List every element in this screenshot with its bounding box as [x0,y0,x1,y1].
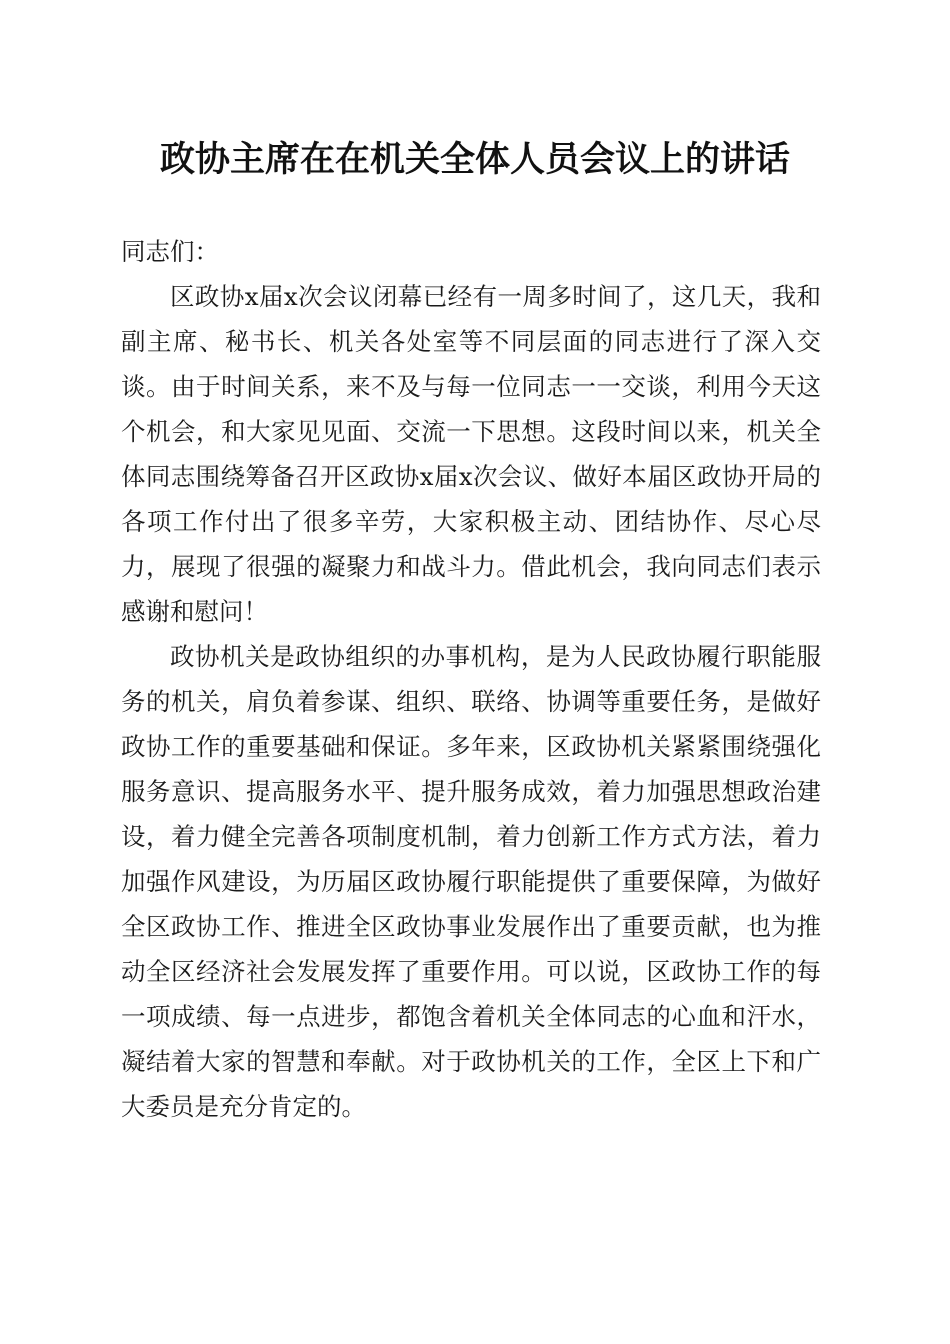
salutation: 同志们： [121,237,219,266]
paragraph-2: 政协机关是政协组织的办事机构，是为人民政协履行职能服务的机关，肩负着参谋、组织、联络、协调等重要任务，是做好政协工作的重要基础和保证。多年来，区政协机关紧紧围绕强化服务意识、提高服务水平、提升服务成效，着力加强思想政治建设，着力健全完善各项制度机制，着力创新工作方式方法，着力加强作风建设，为历届区政协履行职能提供了重要保障，为做好全区政协工作、推进全区政协事业发展作出了重要贡献，也为推动全区经济社会发展发挥了重要作用。可以说，区政协工作的每一项成绩、每一点进步，都饱含着机关全体同志的心血和汗水，凝结着大家的智慧和奉献。对于政协机关的工作，全区上下和广大委员是充分肯定的。 [121,642,821,1121]
document-title: 政协主席在在机关全体人员会议上的讲话 [159,139,790,180]
document-body [121,229,821,1129]
paragraph-1: 区政协x届x次会议闭幕已经有一周多时间了，这几天，我和副主席、秘书长、机关各处室等不同层面的同志进行了深入交谈。由于时间关系，来不及与每一位同志一一交谈，利用今天这个机会，和大家见见面、交流一下思想。这段时间以来，机关全体同志围绕筹备召开区政协x届x次会议、做好本届区政协开局的各项工作付出了很多辛劳，大家积极主动、团结协作、尽心尽力，展现了很强的凝聚力和战斗力。借此机会，我向同志们表示感谢和慰问！ [121,282,821,626]
